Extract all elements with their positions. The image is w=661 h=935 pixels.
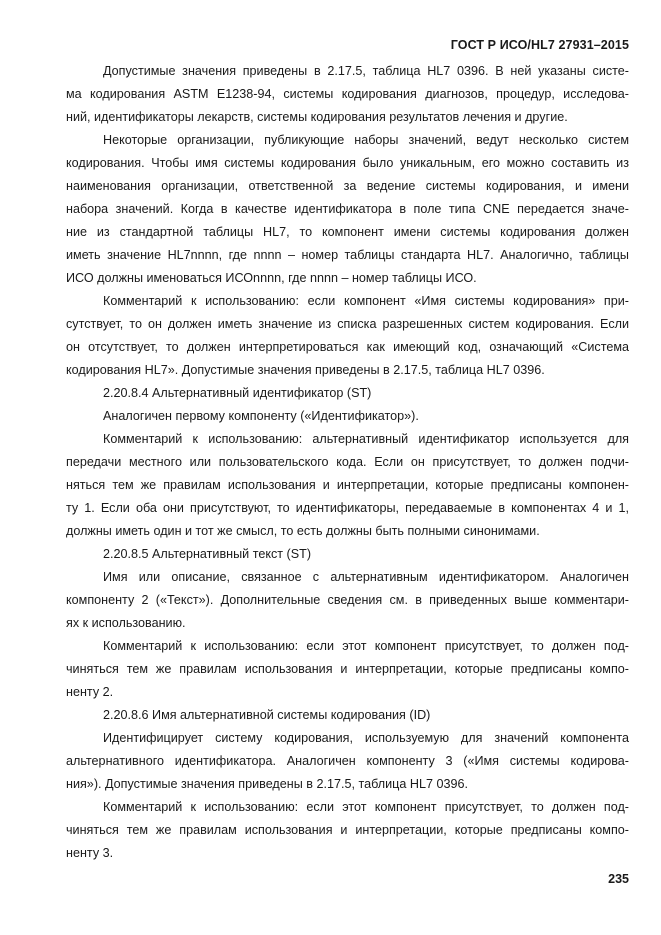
paragraph-line: набора значений. Когда в качестве идентификатора в поле типа CNE передается значе- xyxy=(66,202,629,216)
paragraph-line: ИСО должны именоваться ИСОnnnn, где nnnn – номер таблицы ИСО. xyxy=(66,271,477,285)
paragraph-line: Допустимые значения приведены в 2.17.5, таблица HL7 0396. В ней указаны систе- xyxy=(103,64,629,78)
paragraph-line: ния»). Допустимые значения приведены в 2.17.5, таблица HL7 0396. xyxy=(66,777,468,791)
section-heading: 2.20.8.6 Имя альтернативной системы кодирования (ID) xyxy=(103,708,431,722)
paragraph-line: Аналогичен первому компоненту («Идентификатор»). xyxy=(103,409,419,423)
paragraph-line: передачи местного или пользовательского кода. Если он присутствует, то должен подчи- xyxy=(66,455,629,469)
paragraph-line: сутствует, то он должен иметь значение из списка разрешенных систем кодирования. Если xyxy=(66,317,629,331)
paragraph-line: ненту 3. xyxy=(66,846,114,860)
paragraph-line: ях к использованию. xyxy=(66,616,186,630)
standard-header: ГОСТ Р ИСО/HL7 27931–2015 xyxy=(450,38,629,52)
paragraph-line: Комментарий к использованию: альтернативный идентификатор используется для xyxy=(103,432,629,446)
paragraph-line: должны иметь один и тот же смысл, то есть должны быть полными синонимами. xyxy=(66,524,540,538)
paragraph-line: Некоторые организации, публикующие наборы значений, ведут несколько систем xyxy=(103,133,629,147)
paragraph-line: ту 1. Если оба они присутствуют, то идентификаторы, передаваемые в компонентах 4 и 1, xyxy=(66,501,629,515)
paragraph-line: он отсутствует, то должен интерпретироваться как имеющий код, означающий «Система xyxy=(66,340,629,354)
paragraph-line: кодирования. Чтобы имя системы кодирования было уникальным, его можно составить из xyxy=(66,156,629,170)
paragraph-line: Комментарий к использованию: если этот компонент присутствует, то должен под- xyxy=(103,800,629,814)
paragraph-line: Имя или описание, связанное с альтернативным идентификатором. Аналогичен xyxy=(103,570,629,584)
paragraph-line: няться тем же правилам использования и интерпретации, которые предписаны компонен- xyxy=(66,478,629,492)
paragraph-line: ний, идентификаторы лекарств, системы кодирования результатов лечения и другие. xyxy=(66,110,568,124)
page-number: 235 xyxy=(608,872,629,886)
paragraph-line: Идентифицирует систему кодирования, используемую для значений компонента xyxy=(103,731,629,745)
paragraph-line: иметь значение HL7nnnn, где nnnn – номер таблицы стандарта HL7. Аналогично, таблицы xyxy=(66,248,629,262)
paragraph-line: кодирования HL7». Допустимые значения приведены в 2.17.5, таблица HL7 0396. xyxy=(66,363,545,377)
paragraph-line: Комментарий к использованию: если этот компонент присутствует, то должен под- xyxy=(103,639,629,653)
paragraph-line: ма кодирования ASTM E1238-94, системы кодирования диагнозов, процедур, исследова- xyxy=(66,87,629,101)
paragraph-line: ние из стандартной таблицы HL7, то компонент имени системы кодирования должен xyxy=(66,225,629,239)
paragraph-line: Комментарий к использованию: если компонент «Имя системы кодирования» при- xyxy=(103,294,629,308)
body-text xyxy=(66,60,629,865)
paragraph-line: чиняться тем же правилам использования и интерпретации, которые предписаны компо- xyxy=(66,823,629,837)
paragraph-line: чиняться тем же правилам использования и интерпретации, которые предписаны компо- xyxy=(66,662,629,676)
paragraph-line: ненту 2. xyxy=(66,685,114,699)
paragraph-line: альтернативного идентификатора. Аналогичен компоненту 3 («Имя системы кодирова- xyxy=(66,754,629,768)
paragraph-line: наименования организации, ответственной за ведение системы кодирования, и имени xyxy=(66,179,629,193)
section-heading: 2.20.8.5 Альтернативный текст (ST) xyxy=(103,547,312,561)
section-heading: 2.20.8.4 Альтернативный идентификатор (ST) xyxy=(103,386,372,400)
paragraph-line: компоненту 2 («Текст»). Дополнительные сведения см. в приведенных выше комментари- xyxy=(66,593,629,607)
